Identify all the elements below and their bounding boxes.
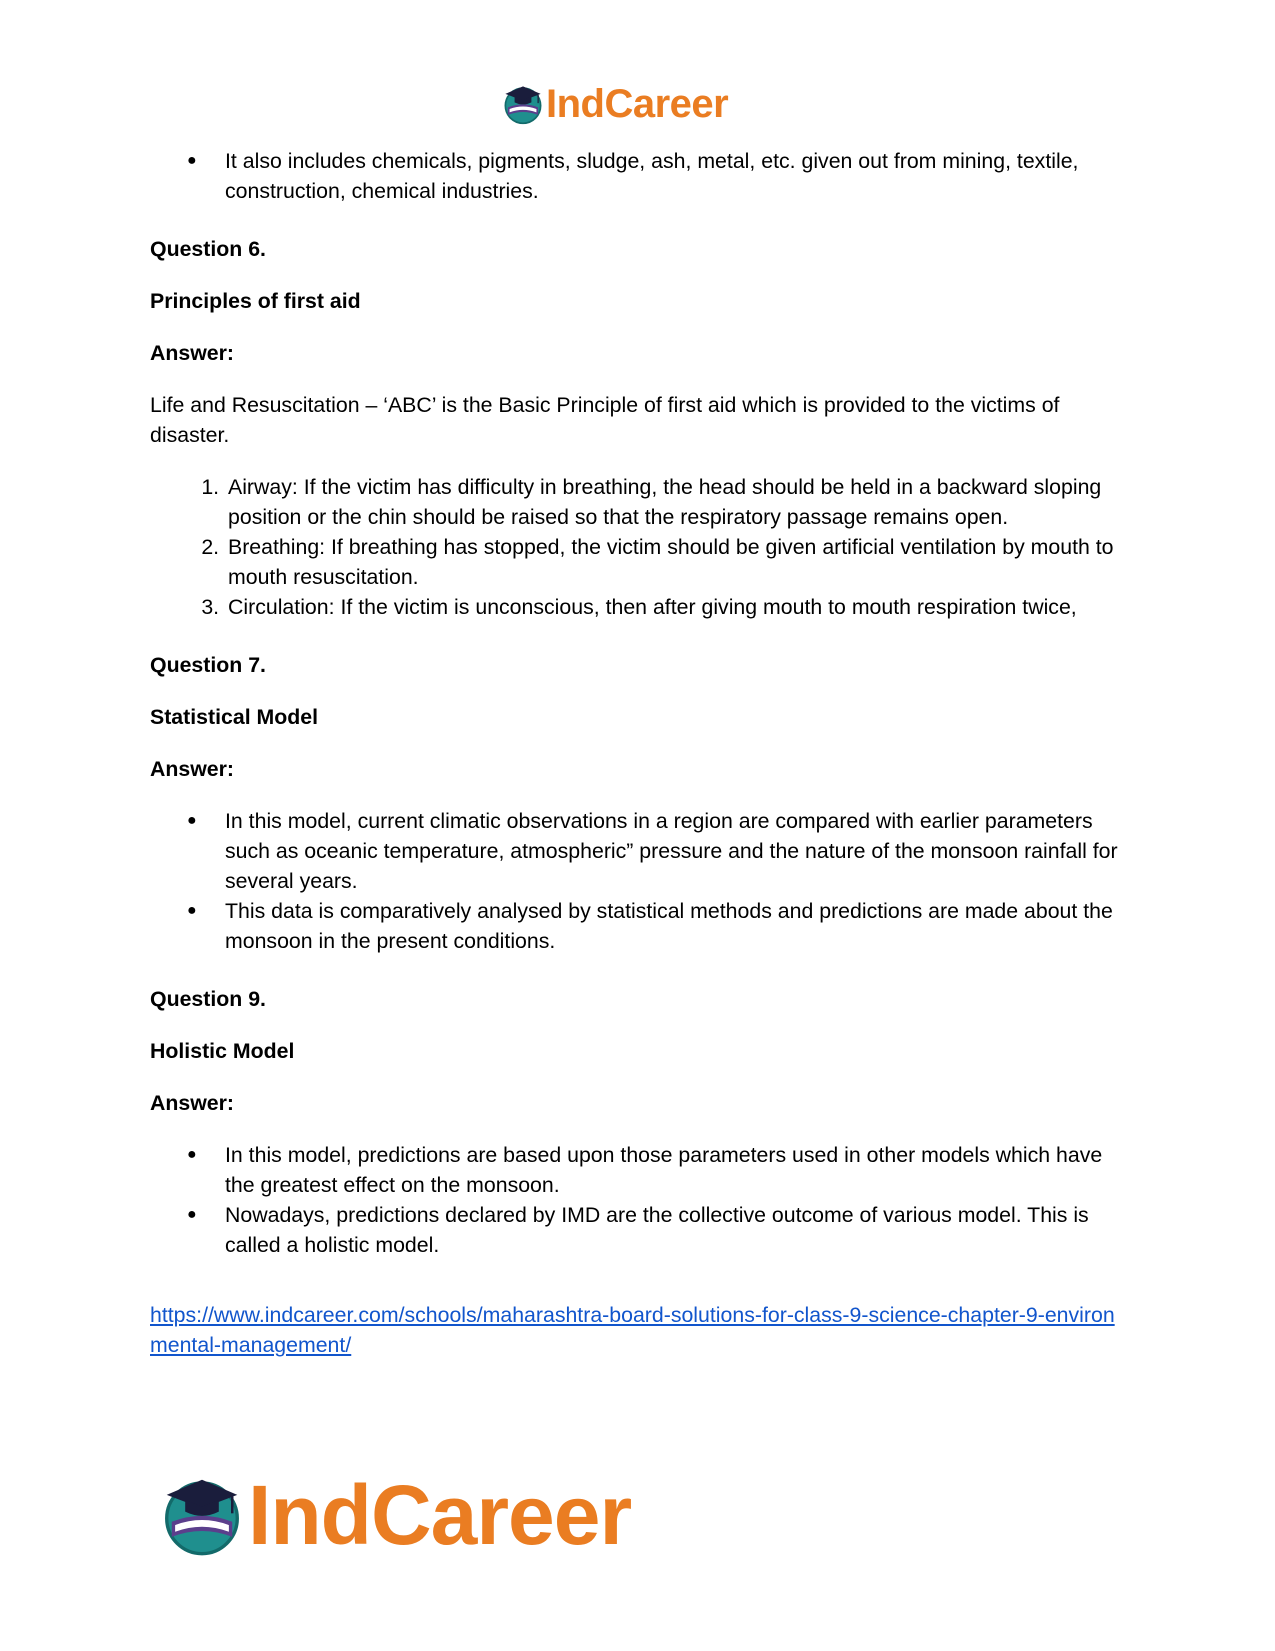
question-9-answer-label: Answer:	[150, 1091, 235, 1115]
list-item: 2. Breathing: If breathing has stopped, the victim should be given artificial ventilation by mouth to mouth resuscitation.	[225, 532, 1130, 592]
header-logo[interactable]	[502, 80, 728, 128]
question-9-label: Question 9.	[150, 987, 266, 1011]
list-item: ● This data is comparatively analysed by statistical methods and predictions are made about the monsoon in the present conditions.	[225, 896, 1130, 956]
list-item: ● In this model, predictions are based upon those parameters used in other models which have the greatest effect on the monsoon.	[225, 1140, 1130, 1200]
list-item: ● It also includes chemicals, pigments, sludge, ash, metal, etc. given out from mining, textile, construction, chemical industries.	[225, 146, 1130, 206]
brand-wordmark: IndCareer	[546, 82, 729, 126]
question-6-title: Principles of first aid	[150, 289, 361, 313]
holistic-model-list	[150, 1140, 1130, 1260]
list-item: ● In this model, current climatic observations in a region are compared with earlier parameters such as oceanic temperature, atmospheric” pressure and the nature of the monsoon rainfall for several years.	[225, 806, 1130, 896]
question-6-label: Question 6.	[150, 237, 266, 261]
document-body	[150, 146, 1130, 1360]
graduation-book-globe-icon	[160, 1471, 244, 1559]
question-7-title: Statistical Model	[150, 705, 319, 729]
list-item: 3. Circulation: If the victim is unconscious, then after giving mouth to mouth respiration twice,	[225, 592, 1130, 622]
list-item: 1. Airway: If the victim has difficulty in breathing, the head should be held in a backward sloping position or the chin should be raised so that the respiratory passage remains open.	[225, 472, 1130, 532]
statistical-model-list	[150, 806, 1130, 956]
graduation-book-globe-icon	[502, 82, 544, 126]
source-link-paragraph	[150, 1300, 1130, 1360]
list-item: ● Nowadays, predictions declared by IMD are the collective outcome of various model. This is called a holistic model.	[225, 1200, 1130, 1260]
question-7-answer-label: Answer:	[150, 757, 235, 781]
question-9-title: Holistic Model	[150, 1039, 295, 1063]
intro-bullet-list	[150, 146, 1130, 206]
question-7-label: Question 7.	[150, 653, 266, 677]
brand-wordmark: IndCareer	[248, 1468, 632, 1562]
question-6-intro: Life and Resuscitation – ‘ABC’ is the Basic Principle of first aid which is provided to the victims of disaster.	[150, 393, 1060, 447]
question-6-answer-label: Answer:	[150, 341, 235, 365]
source-link[interactable]: https://www.indcareer.com/schools/maharashtra-board-solutions-for-class-9-science-chapter-9-environmental-management/	[150, 1303, 1115, 1357]
footer-logo[interactable]	[160, 1470, 631, 1560]
first-aid-principles-list	[150, 472, 1130, 622]
